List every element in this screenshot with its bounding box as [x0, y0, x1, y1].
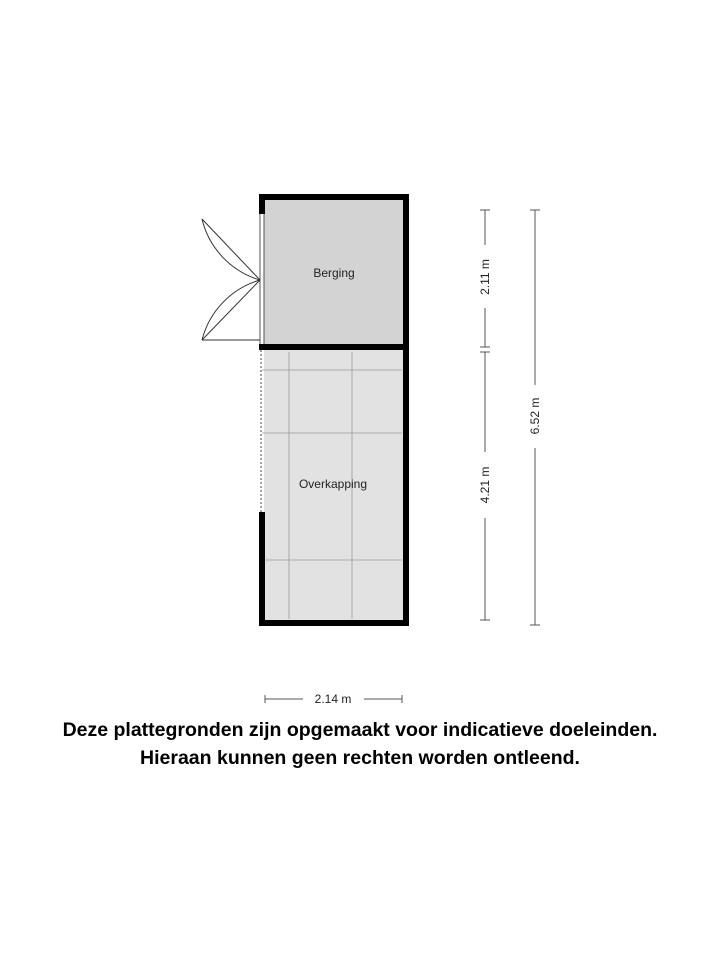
disclaimer-line-2: Hieraan kunnen geen rechten worden ontleend.: [140, 747, 580, 769]
room-label-overkapping: Overkapping: [298, 477, 368, 491]
wall-left-upper-stub: [259, 194, 265, 214]
wall-left-lower: [259, 512, 265, 626]
dimension-label-berging-depth: 2.11 m: [478, 259, 492, 295]
disclaimer: [0, 716, 720, 772]
dimension-label-width: 2.14 m: [314, 692, 352, 706]
double-door: [202, 219, 260, 340]
disclaimer-line-1: Deze plattegronden zijn opgemaakt voor indicatieve doeleinden.: [62, 719, 658, 741]
wall-bottom: [259, 620, 409, 626]
wall-divider: [259, 344, 409, 350]
wall-right: [403, 194, 409, 626]
room-label-berging: Berging: [313, 266, 355, 280]
door-frame: [260, 214, 264, 344]
wall-top: [259, 194, 409, 200]
dimension-label-overkapping-depth: 4.21 m: [478, 466, 492, 504]
door-leaf-lower: [202, 280, 260, 340]
door-leaf-upper: [202, 219, 260, 280]
dimension-label-total-depth: 6.52 m: [528, 397, 542, 435]
